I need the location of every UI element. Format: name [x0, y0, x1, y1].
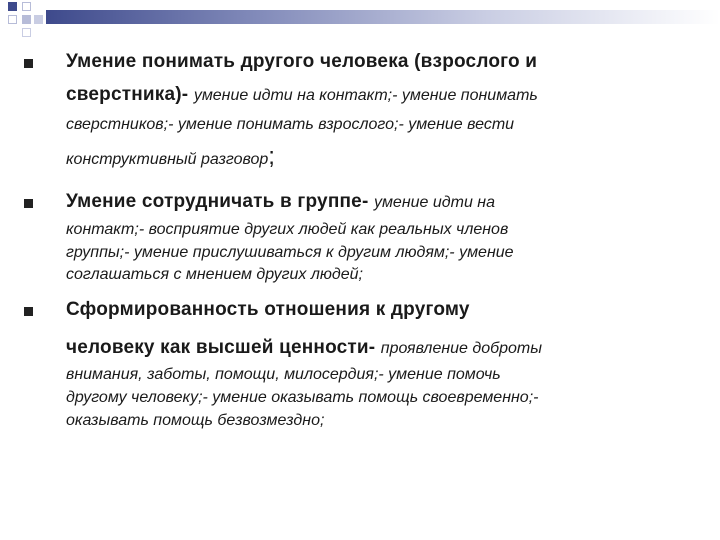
square-bullet-icon [24, 307, 33, 316]
corner-square [8, 15, 17, 24]
item-heading-line: Умение сотрудничать в группе- [66, 191, 374, 212]
item-detail-text: другому человеку;- умение оказывать помощь своевременно;- [66, 389, 539, 406]
item-text-line [66, 337, 542, 359]
item-detail-text: контакт;- восприятие других людей как реальных членов [66, 221, 509, 238]
item-detail-text: конструктивный разговор [66, 151, 269, 168]
corner-square [22, 15, 31, 24]
item-text-line [66, 191, 495, 213]
item-heading-line: сверстника)- [66, 84, 194, 105]
corner-square [22, 28, 31, 37]
item-heading-line: Сформированность отношения к другому [66, 299, 470, 320]
item-text-line [66, 143, 275, 171]
item-detail-text: внимания, заботы, помощи, милосердия;- умение помочь [66, 366, 501, 383]
square-bullet-icon [24, 59, 33, 68]
item-detail-text: умение идти на [373, 194, 495, 211]
item-detail-text: умение идти на контакт;- умение понимать [193, 87, 538, 104]
item-text-line [66, 84, 538, 106]
square-bullet-icon [24, 199, 33, 208]
corner-square [34, 15, 43, 24]
item-detail-text: ; [268, 143, 275, 170]
item-detail-text: проявление доброты [380, 340, 543, 357]
item-detail-text: оказывать помощь безвозмездно; [66, 412, 325, 429]
header-gradient-band [46, 10, 720, 24]
slide-decoration [0, 0, 720, 40]
corner-square [22, 2, 31, 11]
item-detail-text: сверстников;- умение понимать взрослого;- умение вести [66, 116, 515, 133]
corner-square [8, 2, 17, 11]
item-heading-line: человеку как высшей ценности- [66, 337, 381, 358]
item-detail-text: группы;- умение прислушиваться к другим людям;- умение [66, 244, 514, 261]
item-heading-line: Умение понимать другого человека (взрослого и [66, 51, 538, 72]
item-detail-text: соглашаться с мнением других людей; [66, 266, 363, 283]
